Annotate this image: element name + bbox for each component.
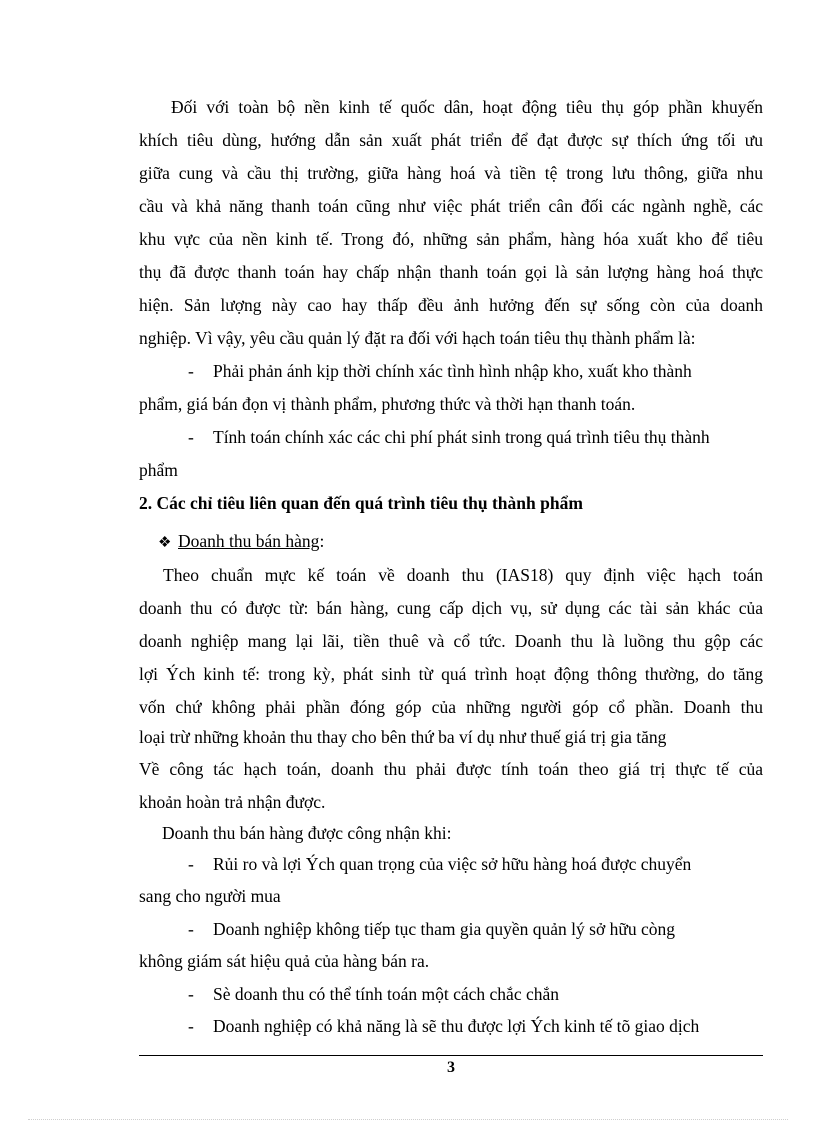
list-2-item-1-line-2: sang cho người mua (139, 886, 281, 906)
list-1-item-1-line-2: phẩm, giá bán đọn vị thành phẩm, phương thức và thời hạn thanh toán. (139, 394, 636, 414)
list-item-text: Phải phản ánh kịp thời chính xác tình hình nhập kho, xuất kho thành (213, 361, 692, 381)
page-number: 3 (447, 1059, 455, 1076)
paragraph-2-line-5: vốn chứ không phải phần đóng góp của những người góp cổ phần. Doanh thu (139, 697, 763, 717)
list-dash: - (188, 361, 194, 381)
paragraph-2-line-4: lợi Ých kinh tế: trong kỳ, phát sinh từ quá trình hoạt động thông thường, do tăng (139, 664, 763, 684)
bullet-label: Doanh thu bán hàng (178, 531, 320, 551)
paragraph-2-line-1: Theo chuẩn mực kế toán về doanh thu (IAS18) quy định việc hạch toán (163, 565, 763, 585)
list-dash: - (188, 1016, 194, 1036)
page-edge-dotted-line (28, 1119, 788, 1120)
paragraph-1-line-8: nghiệp. Vì vậy, yêu cầu quản lý đặt ra đối với hạch toán tiêu thụ thành phẩm là: (139, 328, 696, 348)
paragraph-3-line-1: Về công tác hạch toán, doanh thu phải được tính toán theo giá trị thực tế của (139, 759, 763, 779)
list-item-text: Sè doanh thu có thể tính toán một cách chắc chắn (213, 984, 559, 1004)
paragraph-1-line-7: hiện. Sản lượng này cao hay thấp đều ảnh hưởng đến sự sống còn của doanh (139, 295, 763, 315)
list-2-item-2-line-2: không giám sát hiệu quả của hàng bán ra. (139, 951, 430, 971)
paragraph-2-line-3: doanh nghiệp mang lại lãi, tiền thuê và cổ tức. Doanh thu là luồng thu gộp các (139, 631, 763, 651)
paragraph-2-line-6: loại trừ những khoản thu thay cho bên thứ ba ví dụ như thuế giá trị gia tăng (139, 727, 667, 747)
paragraph-1-line-3: giữa cung và cầu thị trường, giữa hàng hoá và tiền tệ trong lưu thông, giữa nhu (139, 163, 763, 183)
paragraph-3-line-2: khoản hoàn trả nhận được. (139, 792, 326, 812)
list-1-item-2-line-2: phẩm (139, 460, 178, 480)
list-dash: - (188, 984, 194, 1004)
bullet-doanh-thu (158, 530, 558, 554)
section-heading: 2. Các chỉ tiêu liên quan đến quá trình tiêu thụ thành phẩm (139, 493, 583, 513)
paragraph-2-line-2: doanh thu có được từ: bán hàng, cung cấp dịch vụ, sử dụng các tài sản khác của (139, 598, 763, 618)
list-item-text: Rủi ro và lợi Ých quan trọng của việc sở hữu hàng hoá được chuyển (213, 854, 692, 874)
list-1-item-2-line-1 (188, 426, 763, 448)
paragraph-4-line-1: Doanh thu bán hàng được công nhận khi: (162, 823, 452, 843)
list-1-item-1-line-1 (188, 360, 763, 382)
paragraph-1-line-1: Đối với toàn bộ nền kinh tế quốc dân, hoạt động tiêu thụ góp phần khuyến (171, 97, 763, 117)
list-dash: - (188, 919, 194, 939)
list-dash: - (188, 854, 194, 874)
footer-rule (139, 1055, 763, 1056)
paragraph-1-line-2: khích tiêu dùng, hướng dẫn sản xuất phát triển để đạt được sự thích ứng tối ưu (139, 130, 763, 150)
paragraph-1-line-4: cầu và khả năng thanh toán cũng như việc phát triển cân đối các ngành nghề, các (139, 196, 763, 216)
bullet-colon: : (319, 531, 325, 551)
list-2-item-1-line-1 (188, 853, 763, 875)
list-item-text: Doanh nghiệp có khả năng là sẽ thu được lợi Ých kinh tế tõ giao dịch (213, 1016, 700, 1036)
list-2-item-2-line-1 (188, 918, 763, 940)
list-dash: - (188, 427, 194, 447)
list-item-text: Tính toán chính xác các chi phí phát sinh trong quá trình tiêu thụ thành (213, 427, 710, 447)
list-item-text: Doanh nghiệp không tiếp tục tham gia quyền quản lý sở hữu còng (213, 919, 675, 939)
diamond-bullet-icon: ❖ (158, 535, 172, 551)
list-2-item-3 (188, 983, 763, 1005)
paragraph-1-line-5: khu vực của nền kinh tế. Trong đó, những sản phẩm, hàng hóa xuất kho để tiêu (139, 229, 763, 249)
paragraph-1-line-6: thụ đã được thanh toán hay chấp nhận thanh toán gọi là sản lượng hàng hoá thực (139, 262, 763, 282)
list-2-item-4 (188, 1015, 763, 1037)
